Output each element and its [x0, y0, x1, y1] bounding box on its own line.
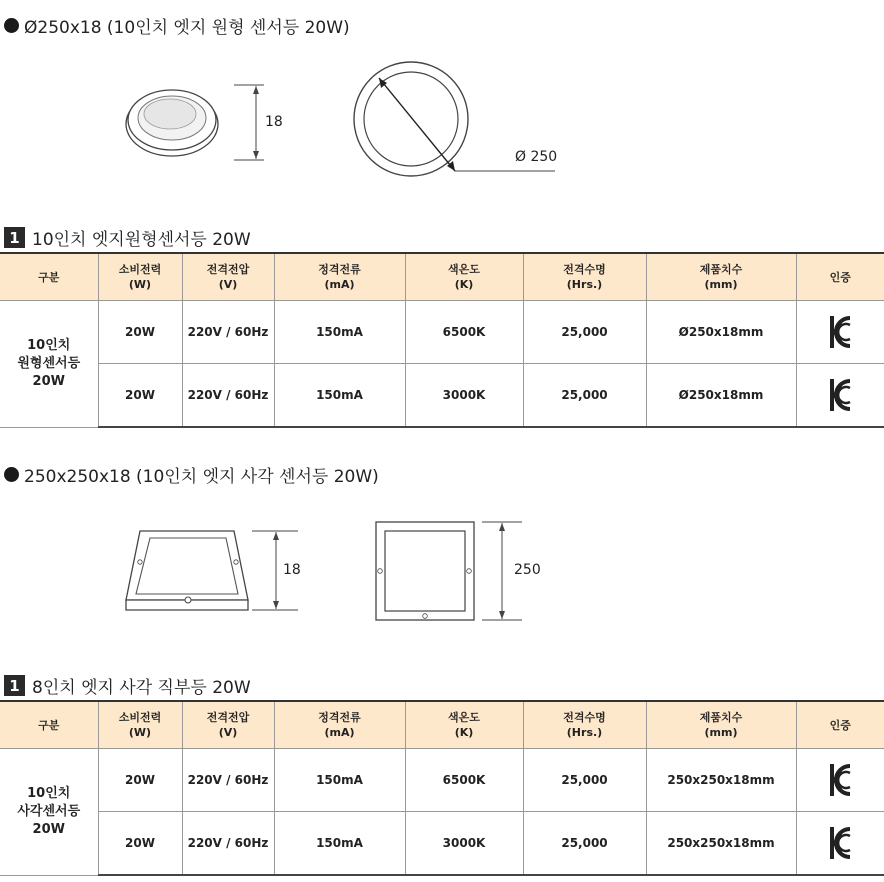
- header-current: 정격전류 (mA): [274, 701, 405, 749]
- header-color-temp: 색온도 (K): [405, 701, 523, 749]
- header-certification: 인증: [796, 253, 884, 301]
- header-life: 전격수명 (Hrs.): [523, 253, 646, 301]
- life-cell: 25,000: [523, 301, 646, 364]
- voltage-cell: 220V / 60Hz: [182, 749, 274, 812]
- table-row: [0, 301, 884, 364]
- section2-title-text: 250x250x18 (10인치 엣지 사각 센서등 20W): [24, 467, 379, 487]
- header-color-temp: 색온도 (K): [405, 253, 523, 301]
- kc-mark-icon: [829, 315, 851, 349]
- header-life: 전격수명 (Hrs.): [523, 701, 646, 749]
- size-cell: Ø250x18mm: [646, 364, 796, 428]
- certification-cell: [796, 301, 884, 364]
- color-temp-cell: 6500K: [405, 301, 523, 364]
- height-label: 18: [265, 114, 283, 130]
- table2-number: 1: [4, 675, 25, 696]
- color-temp-cell: 3000K: [405, 812, 523, 876]
- current-cell: 150mA: [274, 749, 405, 812]
- bullet-icon: [4, 467, 19, 482]
- voltage-cell: 220V / 60Hz: [182, 812, 274, 876]
- header-size: 제품치수 (mm): [646, 701, 796, 749]
- table1-title: [4, 225, 251, 250]
- spec-table-1: [0, 252, 884, 428]
- section1-title: [4, 13, 350, 38]
- voltage-cell: 220V / 60Hz: [182, 301, 274, 364]
- header-certification: 인증: [796, 701, 884, 749]
- size-cell: 250x250x18mm: [646, 812, 796, 876]
- table1-number: 1: [4, 227, 25, 248]
- current-cell: 150mA: [274, 812, 405, 876]
- round-lamp-side-drawing: [120, 80, 230, 170]
- header-power: 소비전력 (W): [98, 253, 182, 301]
- table-row: [0, 364, 884, 428]
- header-voltage: 전격전압 (V): [182, 701, 274, 749]
- section1-title-text: Ø250x18 (10인치 엣지 원형 센서등 20W): [24, 18, 350, 38]
- voltage-cell: 220V / 60Hz: [182, 364, 274, 428]
- table-row: [0, 749, 884, 812]
- color-temp-cell: 3000K: [405, 364, 523, 428]
- header-size: 제품치수 (mm): [646, 253, 796, 301]
- bullet-icon: [4, 18, 19, 33]
- power-cell: 20W: [98, 812, 182, 876]
- header-power: 소비전력 (W): [98, 701, 182, 749]
- table-row: [0, 812, 884, 876]
- header-current: 정격전류 (mA): [274, 253, 405, 301]
- table2-title: [4, 673, 251, 698]
- size-cell: 250x250x18mm: [646, 749, 796, 812]
- side-label: 250: [514, 562, 541, 578]
- header-category: 구분: [0, 253, 98, 301]
- power-cell: 20W: [98, 749, 182, 812]
- round-lamp-top-drawing: [350, 58, 560, 188]
- color-temp-cell: 6500K: [405, 749, 523, 812]
- table1-title-text: 10인치 엣지원형센서등 20W: [32, 230, 251, 250]
- certification-cell: [796, 364, 884, 428]
- current-cell: 150mA: [274, 364, 405, 428]
- table2-title-text: 8인치 엣지 사각 직부등 20W: [32, 678, 251, 698]
- size-cell: Ø250x18mm: [646, 301, 796, 364]
- diameter-label: Ø 250: [515, 149, 558, 165]
- height-label-2: 18: [283, 562, 301, 578]
- certification-cell: [796, 812, 884, 876]
- square-lamp-top-drawing: [372, 518, 527, 624]
- current-cell: 150mA: [274, 301, 405, 364]
- certification-cell: [796, 749, 884, 812]
- life-cell: 25,000: [523, 812, 646, 876]
- spec-table-2: [0, 700, 884, 876]
- height-dimension-line: [234, 82, 264, 164]
- header-voltage: 전격전압 (V): [182, 253, 274, 301]
- header-category: 구분: [0, 701, 98, 749]
- kc-mark-icon: [829, 378, 851, 412]
- square-lamp-side-drawing: [122, 528, 252, 616]
- section2-title: [4, 462, 379, 487]
- power-cell: 20W: [98, 364, 182, 428]
- product-name: 10인치 원형센서등 20W: [0, 301, 98, 428]
- life-cell: 25,000: [523, 364, 646, 428]
- product-name: 10인치 사각센서등 20W: [0, 749, 98, 876]
- power-cell: 20W: [98, 301, 182, 364]
- kc-mark-icon: [829, 826, 851, 860]
- kc-mark-icon: [829, 763, 851, 797]
- life-cell: 25,000: [523, 749, 646, 812]
